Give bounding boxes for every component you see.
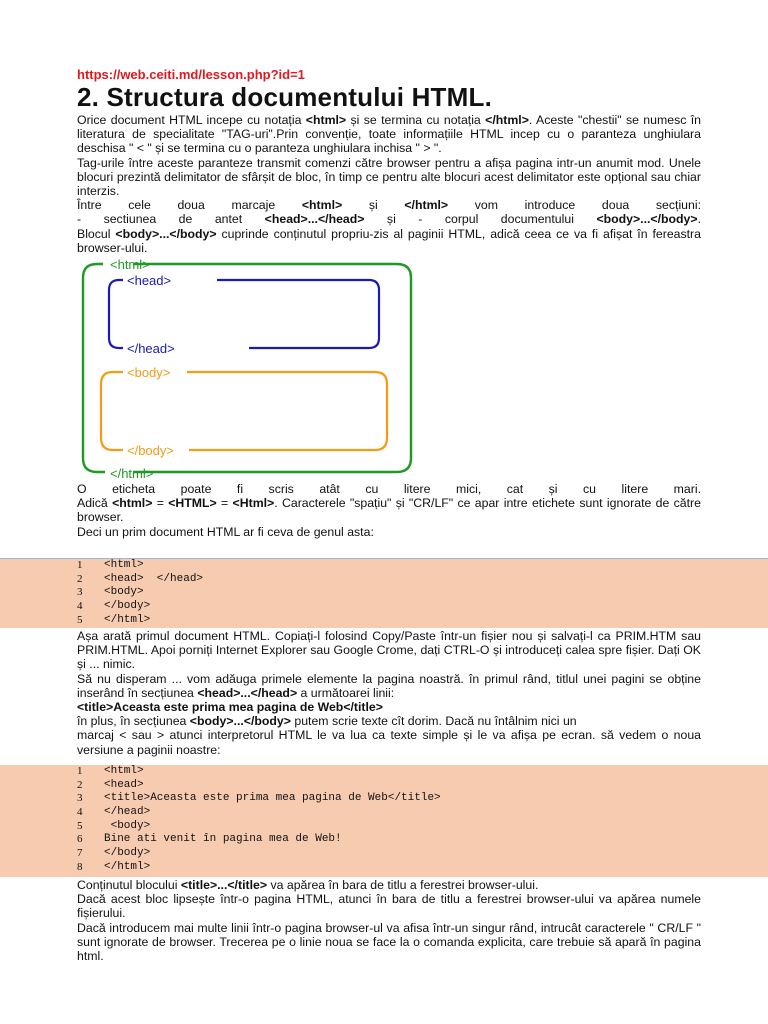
eq-1: = <box>152 496 169 511</box>
code-text: <body> <box>104 819 151 832</box>
code-text: </body> <box>104 600 151 613</box>
tag-head-block: <head>...</head> <box>264 212 365 227</box>
body-block-text-2: cuprinde conținutul propriu-zis al paginii HTML, adică ceea ce va fi afișat în fereastra browser-ului. <box>77 226 701 255</box>
html-open-label: <html> <box>110 258 150 273</box>
title-intro-text-2: a următoarei linii: <box>297 685 395 700</box>
body-text-1: în plus, în secțiunea <box>77 714 190 729</box>
code1-line <box>0 614 768 628</box>
code-block-2 <box>0 765 768 877</box>
sections-intro <box>77 198 701 212</box>
code-text: <body> <box>104 586 144 599</box>
title-block-paragraph <box>77 878 701 892</box>
line-number: 8 <box>77 860 83 873</box>
document-page-mid <box>77 629 701 757</box>
body-section-text: și - corpul documentului <box>364 212 597 227</box>
html-close-label: </html> <box>110 466 154 481</box>
sections-text-1: Între cele doua marcaje <box>77 198 302 213</box>
code2-line <box>0 820 768 834</box>
line-number: 7 <box>77 847 83 860</box>
title-line <box>77 700 701 714</box>
line-number: 2 <box>77 572 83 585</box>
sections-list <box>77 212 701 226</box>
first-doc-intro: Deci un prim document HTML ar fi ceva de genul asta: <box>77 524 374 539</box>
document-page <box>77 67 701 539</box>
code2-line <box>0 806 768 820</box>
code2-line <box>0 861 768 875</box>
body-close-label: </body> <box>127 443 174 459</box>
body-block-paragraph <box>77 227 701 255</box>
line-number: 5 <box>77 819 83 832</box>
head-section-text: - sectiunea de antet <box>77 212 265 227</box>
line-number: 4 <box>77 806 83 819</box>
intro-text-3: . Aceste "chestii" se numesc în literatura de specialitate "TAG-uri".Prin convenție, toate informațiile HTML incep cu o paranteza unghiulara deschisa " < " și se termina cu o paranteza unghiulara inchisa " > ". <box>77 113 701 156</box>
code-text: <head> <box>104 778 144 791</box>
head-close-label: </head> <box>127 341 175 357</box>
html-structure-diagram <box>79 258 419 480</box>
code1-line <box>0 586 768 600</box>
line-break-paragraph: Dacă introducem mai multe linii într-o pagina browser-ul va afisa într-un singur rând, intrucât caracterele " CR/LF " sunt ignorate de browser. Trecerea pe o linie noua se face la o comanda explicita, care trebuie să apară în pagina html. <box>77 920 701 964</box>
code-text: </head> <box>104 806 151 819</box>
title-block-text-2: va apărea în bara de titlu a ferestrei browser-ului. <box>267 878 539 892</box>
code-text: <html> <box>104 559 144 571</box>
code1-line <box>0 600 768 614</box>
code-text: </body> <box>104 847 151 860</box>
title-block-text-1: Conținutul blocului <box>77 878 181 892</box>
tag-html-close: </html> <box>485 113 529 127</box>
period: . <box>697 212 701 227</box>
code2-line <box>0 847 768 861</box>
sections-text-3: vom introduce doua secțiuni: <box>448 198 702 213</box>
line-number: 1 <box>77 765 83 777</box>
intro-paragraph <box>77 113 701 156</box>
body-open-label: <body> <box>127 365 171 381</box>
code-text: <head> </head> <box>104 572 204 585</box>
tag-html-2: <html> <box>301 198 343 213</box>
code-block-1 <box>0 559 768 628</box>
body-text-2: putem scrie texte cît dorim. Dacă nu întâlnim nici un <box>290 714 577 729</box>
tag-upper: <HTML> <box>168 496 217 511</box>
sections-text-2: și <box>342 198 405 213</box>
code-text: <html> <box>104 765 144 777</box>
tags-paragraph: Tag-urile între aceste paranteze transmit comenzi către browser pentru a afișa pagina intr-un anumit mod. Unele blocuri prezintă delimitator de sfârșit de bloc, în timp ce pentru alte blocuri acest delimitator este opțional sau chiar interzis. <box>77 155 701 199</box>
code2-line <box>0 779 768 793</box>
head-box-left <box>109 280 123 348</box>
title-intro-paragraph <box>77 672 701 700</box>
tag-lower: <html> <box>112 496 153 511</box>
tag-html-close-2: </html> <box>404 198 449 213</box>
structure-svg <box>79 258 419 480</box>
intro-text-1: Orice document HTML incepe cu notația <box>77 113 306 127</box>
line-number: 3 <box>77 586 83 599</box>
html-box <box>133 264 411 472</box>
missing-title-paragraph: Dacă acest bloc lipsește într-o pagina HTML, atunci în bara de titlu a ferestrei browser-ului va apărea numele fișierului. <box>77 892 701 921</box>
line-number: 5 <box>77 613 83 626</box>
tag-title-block: <title>...</title> <box>180 878 268 892</box>
tag-body-block-2: <body>...</body> <box>115 226 217 241</box>
line-number: 1 <box>77 559 83 571</box>
code-text: </html> <box>104 613 151 626</box>
document-page-end <box>77 878 701 963</box>
body-box-left <box>101 372 123 450</box>
first-doc-paragraph: Așa arată primul document HTML. Copiați-l folosind Copy/Paste într-un fișier nou și salvați-l ca PRIM.HTM sau PRIM.HTML. Apoi porniți Internet Explorer sau Google Crome, dați CTRL-O și introduceți calea spre fișier. Dați OK și ... nimic. <box>77 629 701 672</box>
tag-body-block: <body>...</body> <box>596 212 698 227</box>
case-equality-paragraph <box>77 496 701 524</box>
tag-body-block-3: <body>...</body> <box>189 714 291 729</box>
eq-2: = <box>216 496 233 511</box>
case-paragraph: O eticheta poate fi scris atât cu litere mici, cat și cu litere mari. <box>77 482 701 497</box>
code2-line <box>0 833 768 847</box>
code-text: </html> <box>104 860 151 873</box>
line-number: 4 <box>77 600 83 613</box>
body-block-text-1: Blocul <box>77 226 116 241</box>
code1-line <box>0 559 768 573</box>
tag-head-block-2: <head>...</head> <box>197 685 298 700</box>
page-title: 2. Structura documentului HTML. <box>77 82 492 112</box>
line-number: 6 <box>77 833 83 846</box>
code1-line <box>0 573 768 587</box>
line-number: 2 <box>77 778 83 791</box>
tag-html: <html> <box>305 113 347 127</box>
head-box <box>217 280 379 348</box>
code2-line <box>0 792 768 806</box>
code-text: Bine ati venit în pagina mea de Web! <box>104 833 342 846</box>
source-url[interactable]: https://web.ceiti.md/lesson.php?id=1 <box>77 67 305 82</box>
case-text-2: . Caracterele "spațiu" și "CR/LF" ce apar intre etichete sunt ignorate de către browser. <box>77 496 701 525</box>
markup-paragraph: marcaj < sau > atunci interpretorul HTML le va lua ca texte simple și le va afișa pe ecran. să vedem o noua versiune a paginii noastre: <box>77 728 701 757</box>
head-open-label: <head> <box>127 273 172 289</box>
case-text-1: Adică <box>77 496 113 511</box>
body-box <box>187 372 387 450</box>
title-tag-line: <title>Aceasta este prima mea pagina de Web</title> <box>77 700 383 715</box>
code-text: <title>Aceasta este prima mea pagina de Web</title> <box>104 792 441 805</box>
code2-line <box>0 765 768 779</box>
body-text-paragraph <box>77 714 701 728</box>
tag-mixed: <Html> <box>232 496 275 511</box>
line-number: 3 <box>77 792 83 805</box>
intro-text-2: și se termina cu notația <box>346 113 486 127</box>
title-intro-text-1: Să nu disperam ... vom adăuga primele elemente la pagina noastră. în primul rând, titlul unei pagini se obține inserând în secțiunea <box>77 671 701 700</box>
